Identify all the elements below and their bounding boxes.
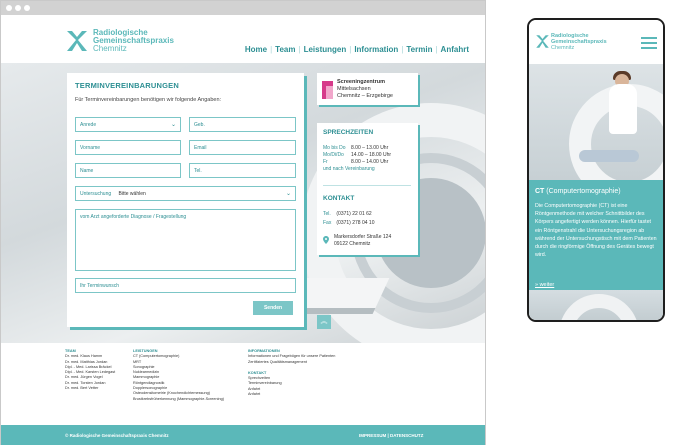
anrede-label: Anrede — [80, 122, 97, 128]
nav-home[interactable]: Home — [244, 45, 268, 54]
screening-zentrum-card[interactable] — [317, 73, 418, 105]
logo-cross-icon — [65, 29, 89, 53]
hamburger-menu-icon[interactable] — [641, 37, 657, 49]
tel-value: (0371) 22 01 62 — [336, 211, 372, 217]
fax-value: (0371) 278 04 10 — [336, 220, 375, 226]
footer-link[interactable]: Dipl. - Med. Karsten Ledegast — [65, 370, 116, 375]
vorname-field[interactable] — [75, 140, 181, 155]
footer-heading: INFORMATIONEN — [248, 349, 280, 353]
hours-day: Mo/Di/Do — [323, 152, 344, 158]
footer-link[interactable]: Sonographie — [133, 364, 155, 369]
hours-time: 14.00 – 18.00 Uhr — [351, 152, 392, 158]
footer-link[interactable]: Dr. med. Klaus Hamm — [65, 354, 103, 359]
nav-separator: | — [435, 45, 438, 54]
vorname-placeholder: Vorname — [80, 145, 101, 151]
form-intro: Für Terminvereinbarungen benötigen wir folgende Angaben: — [75, 97, 222, 103]
address[interactable] — [334, 234, 391, 248]
burger-line — [641, 37, 657, 39]
mobile-phone-mockup — [527, 18, 665, 322]
hours-row — [323, 152, 391, 159]
email-field[interactable] — [189, 140, 296, 155]
tel-placeholder: Tel. — [194, 168, 202, 174]
logo-line-2: Gemeinschaftspraxis — [93, 36, 174, 45]
untersuchung-select[interactable] — [75, 186, 296, 201]
read-more-link[interactable]: » weiter — [535, 282, 555, 288]
footer-link[interactable]: Dr. med. Jürgen Vogel — [65, 375, 103, 380]
footer-link[interactable]: Terminvereinbarung — [248, 381, 282, 386]
nav-separator: | — [349, 45, 352, 54]
logo-line-2: Gemeinschaftspraxis — [551, 39, 607, 45]
contact-tel[interactable] — [323, 211, 372, 217]
address-street: Markersdorfer Straße 124 — [334, 234, 392, 240]
logo-cross-icon — [535, 34, 550, 49]
name-placeholder: Name — [80, 168, 94, 174]
nav-separator: | — [401, 45, 404, 54]
footer-link[interactable]: Anfahrt — [248, 392, 261, 397]
chevron-down-icon: ⌄ — [285, 191, 291, 197]
footer-link[interactable]: Dopplersonographie — [133, 386, 168, 391]
geb-field[interactable] — [189, 117, 296, 132]
hours-time: 8.00 – 13.00 Uhr — [351, 145, 389, 151]
diagnose-textarea[interactable] — [75, 209, 296, 271]
footer-link[interactable]: Dr. med. Torsten Jordan — [65, 380, 106, 385]
footer-link[interactable]: Informationen und Fragebögen für unsere Patienten — [248, 354, 336, 359]
burger-line — [641, 42, 657, 44]
footer-link[interactable]: Mammographie — [133, 375, 160, 380]
sprechzeiten-heading: SPRECHZEITEN — [323, 129, 374, 136]
footer-heading: LEISTUNGEN — [133, 349, 158, 353]
opening-hours — [323, 145, 391, 173]
footer-link[interactable]: Zertifiziertes Qualitätsmanagement — [248, 359, 307, 364]
browser-title-bar — [1, 1, 485, 15]
footer-link[interactable]: Nuklearmedizin — [133, 370, 160, 375]
title-bold: CT — [535, 188, 545, 195]
footer-heading: KONTAKT — [248, 370, 267, 375]
hours-time: 8.00 – 14.00 Uhr — [351, 159, 389, 165]
screening-line-3: Chemnitz – Erzgebirge — [337, 93, 393, 99]
nav-leistungen[interactable]: Leistungen — [303, 45, 347, 54]
untersuchung-label: Untersuchung — [80, 191, 112, 197]
window-dot-icon — [6, 5, 12, 11]
nurse-body — [609, 84, 637, 134]
main-nav — [245, 45, 469, 54]
logo-line-1: Radiologische — [93, 28, 148, 37]
footer-link[interactable]: Dr. med. Bert Vetter — [65, 386, 99, 391]
info-card — [317, 123, 418, 255]
site-logo[interactable] — [65, 29, 185, 55]
screening-text — [337, 79, 393, 100]
footer-link[interactable]: Brustkrebsfrüherkennung (Mammographie-Screening) — [133, 396, 224, 401]
scanner-ring — [559, 294, 639, 322]
legal-links[interactable]: IMPRESSUM | DATENSCHUTZ — [359, 433, 424, 438]
address-city: 09122 Chemnitz — [334, 241, 371, 247]
contact-fax — [323, 220, 374, 226]
footer-link[interactable]: Sprechzeiten — [248, 376, 271, 381]
chevron-down-icon: ⌄ — [170, 122, 176, 128]
appointment-form-card — [67, 73, 304, 327]
footer-col-leistungen — [133, 349, 224, 402]
footer-bar — [1, 425, 485, 445]
tel-field[interactable] — [189, 163, 296, 178]
name-field[interactable] — [75, 163, 181, 178]
untersuchung-value: Bitte wählen — [118, 191, 146, 197]
footer-col-team — [65, 349, 115, 391]
logo-line-1: Radiologische — [551, 33, 589, 39]
logo-text — [93, 29, 174, 53]
hours-day: Fr — [323, 159, 328, 165]
screening-line-2: Mittelsachsen — [337, 86, 371, 92]
nav-separator: | — [270, 45, 273, 54]
mobile-hero-photo — [529, 64, 663, 180]
divider — [323, 185, 411, 186]
footer-link[interactable]: CT (Computertomographie) — [133, 354, 180, 359]
hours-note: und nach Vereinbarung — [323, 166, 375, 172]
map-pin-icon — [323, 236, 329, 244]
nav-termin[interactable]: Termin — [406, 45, 433, 54]
diagnose-placeholder: vom Arzt angeforderte Diagnose / Fragestellung — [80, 214, 187, 220]
terminwunsch-field[interactable] — [75, 278, 296, 293]
mobile-ct-body: Die Computertomographie (CT) ist eine Röntgenmethode mit welcher Schnittbilder des Körpers angefertigt werden können. Hierfür tastet ein Röntgenstrahl die Untersuchungsregion ab während der Untersuchungstisch mit dem Patienten durch die ringförmige Öffnung des Gerätes bewegt wird. — [535, 203, 657, 259]
burger-line — [641, 47, 657, 49]
mobile-ct-title — [535, 188, 621, 195]
footer-link[interactable]: Osteodensitometrie (Knochendichtemessung) — [133, 391, 211, 396]
mobile-ct-info — [529, 180, 663, 290]
screening-logo-icon — [322, 81, 333, 99]
footer-heading: TEAM — [65, 349, 76, 353]
site-header — [1, 15, 485, 63]
chevron-up-icon: ︽ — [320, 318, 328, 325]
patient — [579, 150, 639, 162]
scroll-to-top-button[interactable] — [317, 315, 331, 329]
copyright: © Radiologische Gemeinschaftspraxis Chemnitz — [65, 433, 169, 438]
screening-line-1: Screeningzentrum — [337, 79, 385, 85]
logo-line-3: Chemnitz — [93, 44, 127, 53]
tel-key: Tel. — [323, 211, 331, 217]
footer-link[interactable]: Röntgendiagnostik — [133, 380, 165, 385]
title-rest: (Computertomographie) — [544, 188, 621, 195]
anrede-select[interactable] — [75, 117, 181, 132]
terminwunsch-placeholder: Ihr Terminwunsch — [80, 283, 120, 289]
mobile-second-photo — [529, 290, 663, 322]
mobile-header — [529, 20, 663, 64]
window-dot-icon — [15, 5, 21, 11]
footer-link[interactable]: Anfahrt — [248, 386, 261, 391]
footer-col-informationen — [248, 349, 335, 397]
window-dot-icon — [24, 5, 30, 11]
geb-placeholder: Geb. — [194, 122, 205, 128]
hours-day: Mo bis Do — [323, 145, 346, 151]
fax-key: Fax — [323, 220, 332, 226]
hours-row — [323, 145, 391, 152]
send-button[interactable]: Senden — [253, 301, 293, 315]
footer-link[interactable]: MRT — [133, 359, 142, 364]
email-placeholder: Email — [194, 145, 207, 151]
nav-anfahrt[interactable]: Anfahrt — [440, 45, 469, 54]
mobile-logo-text[interactable] — [551, 33, 607, 51]
nav-information[interactable]: Information — [354, 45, 399, 54]
footer-link[interactable]: Dipl. - Med. Larissa Bräckel — [65, 364, 112, 369]
footer-link[interactable]: Dr. med. Matthias Jordan — [65, 359, 108, 364]
nav-team[interactable]: Team — [275, 45, 296, 54]
hours-row — [323, 159, 391, 166]
form-title: TERMINVEREINBARUNGEN — [75, 81, 180, 90]
logo-line-3: Chemnitz — [551, 45, 575, 51]
site-footer — [1, 343, 485, 425]
kontakt-heading: KONTAKT — [323, 195, 355, 202]
nav-separator: | — [298, 45, 301, 54]
